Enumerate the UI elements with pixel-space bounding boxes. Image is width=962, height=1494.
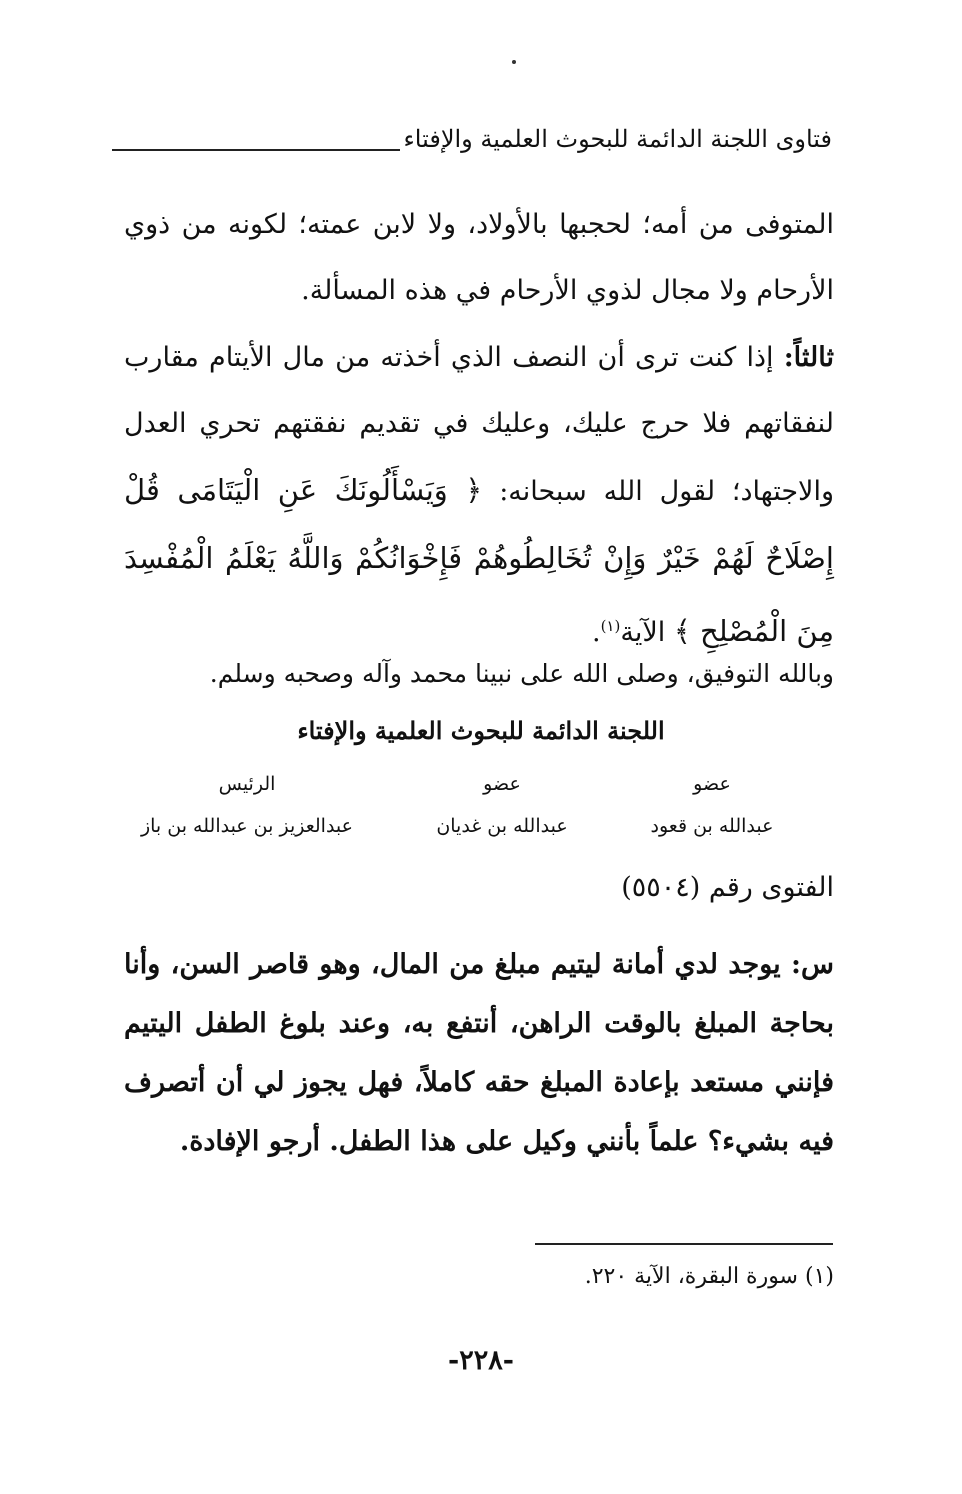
signatory-2-name: عبدالله بن غديان — [436, 815, 568, 837]
committee-title: اللجنة الدائمة للبحوث العلمية والإفتاء — [297, 716, 665, 745]
footnote: (١) سورة البقرة، الآية ٢٢٠. — [584, 1264, 834, 1289]
page-number: -٢٢٨- — [448, 1345, 514, 1376]
signatory-2-role: عضو — [483, 773, 521, 795]
header-title: فتاوى اللجنة الدائمة للبحوث العلمية والإفتاء — [403, 125, 832, 153]
question-text: س: يوجد لدي أمانة ليتيم مبلغ من المال، وهو قاصر السن، وأنا بحاجة المبلغ بالوقت الراهن، أنتفع به، وعند بلوغ الطفل اليتيم فإنني مستعد بإعادة المبلغ حقه كاملاً، فهل يجوز لي أن أتصرف فيه بشيء؟ علماً بأنني وكيل على هذا الطفل. أرجو الإفادة. — [124, 949, 834, 1157]
footnote-rule — [535, 1243, 833, 1245]
signatory-1 — [632, 773, 792, 837]
paragraph-1: المتوفى من أمه؛ لحجبها بالأولاد، ولا لابن عمته؛ لكونه من ذوي الأرحام ولا مجال لذوي الأرحام في هذه المسألة. — [124, 209, 834, 306]
paragraph-2-text: إذا كنت ترى أن النصف الذي أخذته من مال الأيتام مقارب لنفقاتهم فلا حرج عليك، وعليك في تقديم نفقتهم تحري العدل والاجتهاد؛ لقول الله سبحانه: — [124, 342, 834, 507]
closing-prayer: وبالله التوفيق، وصلى الله على نبينا محمد وآله وصحبه وسلم. — [209, 659, 834, 688]
quran-verse: ﴿ وَيَسْأَلُونَكَ عَنِ الْيَتَامَى قُلْ إِصْلَاحٌ لَهُمْ خَيْرٌ وَإِنْ تُخَالِطُوهُمْ فَإِخْوَانُكُمْ وَاللَّهُ يَعْلَمُ الْمُفْسِدَ مِنَ الْمُصْلِحِ ﴾ — [124, 473, 834, 648]
running-header — [112, 125, 832, 153]
signatory-3-role: الرئيس — [218, 773, 276, 795]
page-speck — [512, 60, 516, 64]
paragraph-2 — [124, 325, 834, 666]
signatory-1-role: عضو — [693, 773, 731, 795]
signatory-3-name: عبدالعزيز بن عبدالله بن باز — [140, 815, 354, 837]
paragraph-2-end: . — [591, 617, 601, 648]
signatory-1-name: عبدالله بن قعود — [650, 815, 774, 837]
fatwa-number: الفتوى رقم (٥٥٠٤) — [621, 872, 834, 903]
signatory-2 — [412, 773, 592, 837]
paragraph-2-lead: ثالثاً: — [783, 342, 834, 373]
footnote-ref: (١) — [600, 617, 621, 635]
header-rule — [112, 149, 400, 151]
signatory-3 — [137, 773, 357, 837]
verse-tail: الآية — [620, 617, 666, 648]
